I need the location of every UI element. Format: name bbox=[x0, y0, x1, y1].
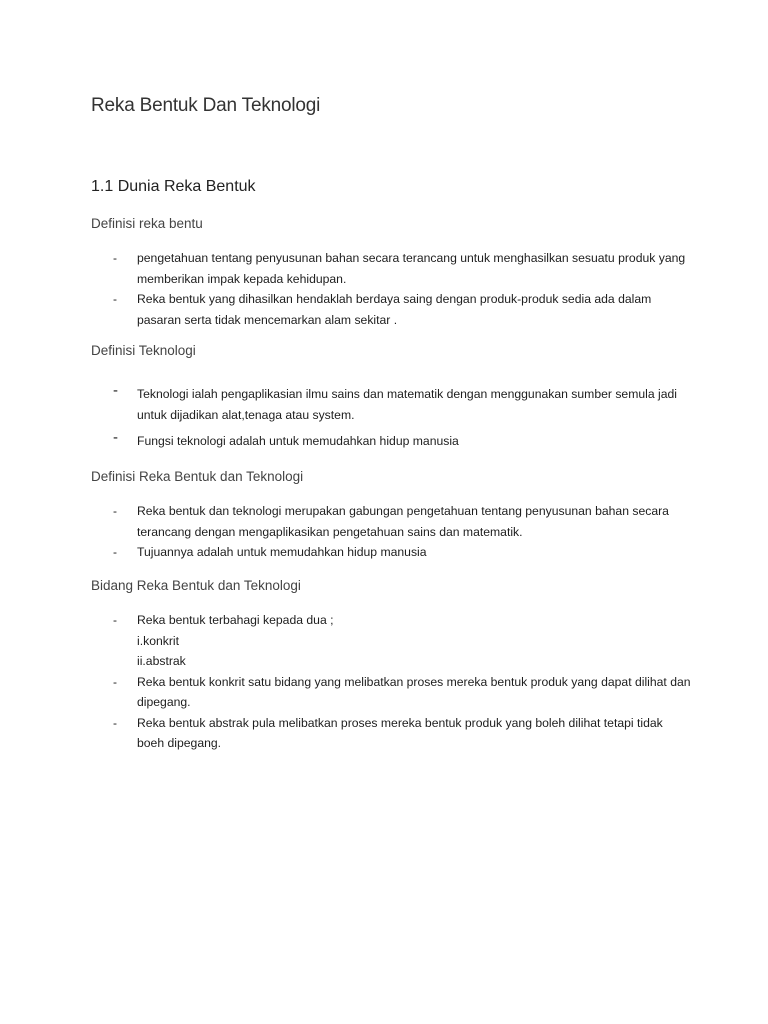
bullet-list-definisi-reka-bentuk-dan-teknologi bbox=[91, 501, 691, 563]
bullet-dash: - bbox=[113, 429, 118, 446]
sub-heading-definisi-reka-bentuk-dan-teknologi: Definisi Reka Bentuk dan Teknologi bbox=[91, 469, 304, 484]
bullet-dash: - bbox=[113, 715, 117, 730]
document-title: Reka Bentuk Dan Teknologi bbox=[91, 95, 321, 116]
bullet-dash: - bbox=[113, 674, 117, 689]
list-item bbox=[91, 610, 691, 672]
list-item-text: Reka bentuk dan teknologi merupakan gabungan pengetahuan tentang penyusunan bahan secara terancang dengan mengaplikasikan pengetahuan sains dan matematik. bbox=[137, 504, 669, 539]
sub-heading-definisi-reka-bentu: Definisi reka bentu bbox=[91, 216, 203, 231]
list-item-text: Teknologi ialah pengaplikasian ilmu sains dan matematik dengan menggunakan sumber semula jadi untuk dijadikan alat,tenaga atau system. bbox=[137, 387, 677, 422]
list-item bbox=[91, 289, 691, 330]
list-item-text: Reka bentuk terbahagi kepada dua ; bbox=[137, 613, 334, 627]
list-item-text: Reka bentuk yang dihasilkan hendaklah berdaya saing dengan produk-produk sedia ada dalam pasaran serta tidak mencemarkan alam sekitar . bbox=[137, 292, 652, 327]
bullet-dash: - bbox=[113, 545, 117, 559]
bullet-dash: - bbox=[113, 382, 118, 399]
bullet-dash: - bbox=[113, 251, 117, 265]
list-item-text: Tujuannya adalah untuk memudahkan hidup manusia bbox=[137, 545, 427, 559]
list-item bbox=[91, 672, 691, 713]
bullet-list-bidang-reka-bentuk-dan-teknologi bbox=[91, 610, 691, 754]
list-item bbox=[91, 542, 691, 563]
bullet-list-definisi-reka-bentu bbox=[91, 248, 691, 330]
sub-list-item-konkrit: i.konkrit bbox=[137, 633, 179, 648]
list-item-text: pengetahuan tentang penyusunan bahan secara terancang untuk menghasilkan sesuatu produk yang memberikan impak kepada kehidupan. bbox=[137, 251, 686, 286]
list-item bbox=[91, 501, 691, 542]
sub-heading-definisi-teknologi: Definisi Teknologi bbox=[91, 343, 196, 358]
sub-heading-bidang-reka-bentuk-dan-teknologi: Bidang Reka Bentuk dan Teknologi bbox=[91, 578, 301, 593]
bullet-dash: - bbox=[113, 292, 117, 306]
list-item bbox=[91, 384, 691, 425]
list-item bbox=[91, 248, 691, 289]
section-heading: 1.1 Dunia Reka Bentuk bbox=[91, 178, 256, 195]
list-item-text: Fungsi teknologi adalah untuk memudahkan hidup manusia bbox=[137, 434, 459, 448]
bullet-list-definisi-teknologi bbox=[91, 384, 691, 452]
bullet-dash: - bbox=[113, 613, 117, 627]
bullet-dash: - bbox=[113, 504, 117, 518]
list-item-text: Reka bentuk abstrak pula melibatkan proses mereka bentuk produk yang boleh dilihat tetapi tidak boeh dipegang. bbox=[137, 715, 663, 750]
list-item-text: Reka bentuk konkrit satu bidang yang melibatkan proses mereka bentuk produk yang dapat dilihat dan dipegang. bbox=[137, 674, 691, 709]
list-item bbox=[91, 713, 691, 754]
sub-list-item-abstrak: ii.abstrak bbox=[137, 654, 186, 668]
list-item bbox=[91, 431, 691, 452]
